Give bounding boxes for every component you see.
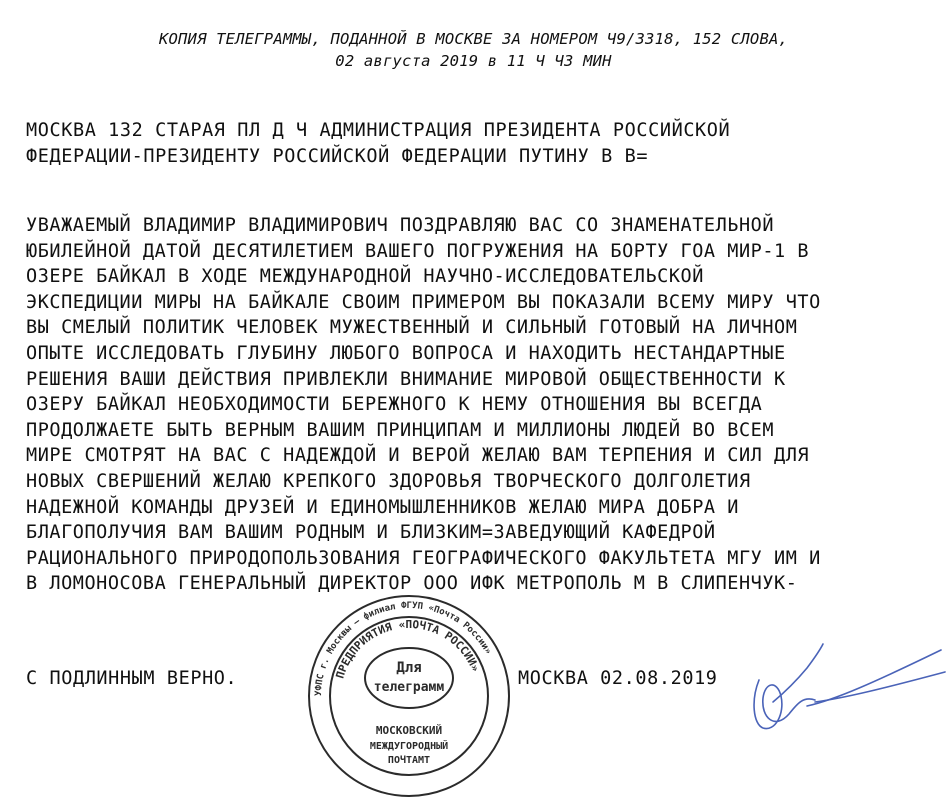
stamp-center-oval <box>365 648 453 708</box>
message-line: РЕШЕНИЯ ВАШИ ДЕЙСТВИЯ ПРИВЛЕКЛИ ВНИМАНИЕ МИРОВОЙ ОБЩЕСТВЕННОСТИ К <box>26 368 786 390</box>
message-line: УВАЖАЕМЫЙ ВЛАДИМИР ВЛАДИМИРОВИЧ ПОЗДРАВЛЯЮ ВАС СО ЗНАМЕНАТЕЛЬНОЙ <box>26 215 775 236</box>
address-line: МОСКВА 132 СТАРАЯ ПЛ Д Ч АДМИНИСТРАЦИЯ ПРЕЗИДЕНТА РОССИЙСКОЙ <box>26 120 731 141</box>
stamp-bottom-line-1: МОСКОВСКИЙ <box>375 724 443 737</box>
stamp-center-line-1: Для <box>396 660 422 676</box>
message-line: НАДЕЖНОЙ КОМАНДЫ ДРУЗЕЙ И ЕДИНОМЫШЛЕННИКОВ ЖЕЛАЮ МИРА ДОБРА И <box>26 496 739 518</box>
message-body <box>26 213 941 597</box>
city-date: МОСКВА 02.08.2019 <box>518 668 718 689</box>
stamp-outer-text: УФПС г. Москвы — филиал ФГУП «Почта России» <box>313 600 493 697</box>
message-line: ОПЫТЕ ИССЛЕДОВАТЬ ГЛУБИНУ ЛЮБОГО ВОПРОСА И НАХОДИТЬ НЕСТАНДАРТНЫЕ <box>26 342 786 364</box>
message-line: ПРОДОЛЖАЕТЕ БЫТЬ ВЕРНЫМ ВАШИМ ПРИНЦИПАМ И МИЛЛИОНЫ ЛЮДЕЙ ВО ВСЕМ <box>26 419 775 441</box>
certified-true-copy-label: С ПОДЛИННЫМ ВЕРНО. <box>26 668 238 689</box>
recipient-address <box>26 118 730 170</box>
message-line: НОВЫХ СВЕРШЕНИЙ ЖЕЛАЮ КРЕПКОГО ЗДОРОВЬЯ ТВОРЧЕСКОГО ДОЛГОЛЕТИЯ <box>26 470 751 492</box>
stamp-ring-text: ПРЕДПРИЯТИЯ «ПОЧТА РОССИИ» <box>333 617 483 681</box>
header-line-1: КОПИЯ ТЕЛЕГРАММЫ, ПОДАННОЙ В МОСКВЕ ЗА НОМЕРОМ Ч9/3318, 152 СЛОВА, <box>158 30 789 48</box>
message-line: ОЗЕРЕ БАЙКАЛ В ХОДЕ МЕЖДУНАРОДНОЙ НАУЧНО-ИССЛЕДОВАТЕЛЬСКОЙ <box>26 266 704 288</box>
stamp-bottom-line-3: ПОЧТАМТ <box>387 755 431 766</box>
message-line: В ЛОМОНОСОВА ГЕНЕРАЛЬНЫЙ ДИРЕКТОР ООО ИФК МЕТРОПОЛЬ М В СЛИПЕНЧУК- <box>26 573 798 595</box>
handwritten-signature <box>745 622 947 752</box>
message-line: РАЦИОНАЛЬНОГО ПРИРОДОПОЛЬЗОВАНИЯ ГЕОГРАФИЧЕСКОГО ФАКУЛЬТЕТА МГУ ИМ И <box>26 547 821 569</box>
message-line: ЮБИЛЕЙНОЙ ДАТОЙ ДЕСЯТИЛЕТИЕМ ВАШЕГО ПОГРУЖЕНИЯ НА БОРТУ ГОА МИР-1 В <box>26 240 810 262</box>
message-line: ОЗЕРУ БАЙКАЛ НЕОБХОДИМОСТИ БЕРЕЖНОГО К НЕМУ ОТНОШЕНИЯ ВЫ ВСЕГДА <box>26 394 763 416</box>
telegram-copy-header <box>0 28 947 72</box>
message-line: МИРЕ СМОТРЯТ НА ВАС С НАДЕЖДОЙ И ВЕРОЙ ЖЕЛАЮ ВАМ ТЕРПЕНИЯ И СИЛ ДЛЯ <box>26 445 810 467</box>
address-line: ФЕДЕРАЦИИ-ПРЕЗИДЕНТУ РОССИЙСКОЙ ФЕДЕРАЦИИ ПУТИНУ В В= <box>26 146 649 167</box>
message-line: ЭКСПЕДИЦИИ МИРЫ НА БАЙКАЛЕ СВОИМ ПРИМЕРОМ ВЫ ПОКАЗАЛИ ВСЕМУ МИРУ ЧТО <box>26 291 821 313</box>
message-line: БЛАГОПОЛУЧИЯ ВАМ ВАШИМ РОДНЫМ И БЛИЗКИМ=ЗАВЕДУЮЩИЙ КАФЕДРОЙ <box>26 522 716 544</box>
header-line-2: 02 августа 2019 в 11 Ч ЧЗ МИН <box>335 52 612 70</box>
message-line: ВЫ СМЕЛЫЙ ПОЛИТИК ЧЕЛОВЕК МУЖЕСТВЕННЫЙ И СИЛЬНЫЙ ГОТОВЫЙ НА ЛИЧНОМ <box>26 317 798 339</box>
post-office-stamp <box>305 592 513 800</box>
stamp-bottom-line-2: МЕЖДУГОРОДНЫЙ <box>369 741 449 752</box>
stamp-center-line-2: телеграмм <box>373 680 445 695</box>
